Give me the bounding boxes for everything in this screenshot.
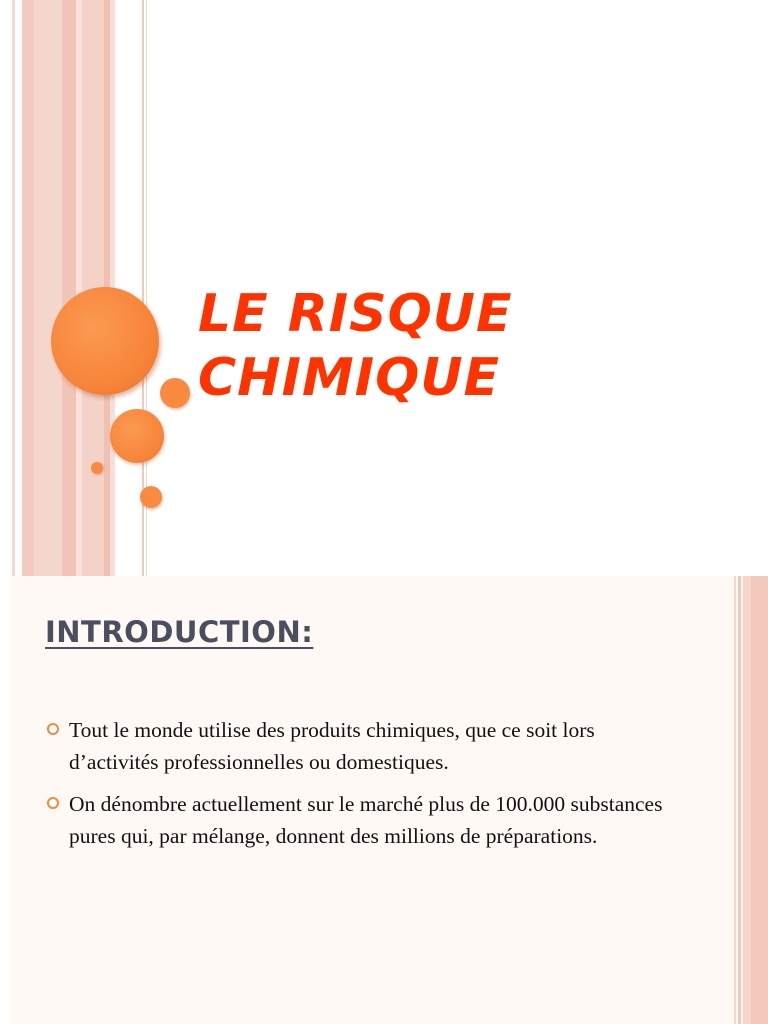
section-heading: INTRODUCTION: (45, 615, 314, 649)
bullet-text: On dénombre actuellement sur le marché plus de 100.000 substances pures qui, par mélange, donnent des millions de préparations. (69, 792, 663, 848)
decorative-circle-medium (110, 409, 164, 463)
decorative-stripe (743, 576, 751, 1024)
introduction-slide (0, 576, 768, 1024)
decorative-circle-small (140, 486, 162, 508)
decorative-circle-large (51, 287, 159, 395)
bullet-text: Tout le monde utilise des produits chimiques, que ce soit lors d’activités professionnelles ou domestiques. (69, 718, 595, 774)
bullet-circle-icon (47, 797, 59, 809)
decorative-stripe (738, 576, 741, 1024)
decorative-circle-small (160, 378, 190, 408)
decorative-stripe (734, 576, 736, 1024)
decorative-stripe (34, 0, 62, 576)
title-line: CHIMIQUE (198, 348, 501, 408)
decorative-circle-tiny (91, 462, 103, 474)
decorative-stripe (62, 0, 76, 576)
list-item (47, 788, 687, 852)
title-line: LE RISQUE (198, 284, 513, 344)
list-item (47, 714, 687, 778)
bullet-list (47, 714, 687, 862)
decorative-stripe (22, 0, 34, 576)
decorative-stripe (751, 576, 768, 1024)
decorative-stripe (12, 0, 15, 576)
bullet-circle-icon (47, 723, 59, 735)
slide-title (198, 282, 718, 410)
decorative-stripe (0, 576, 10, 1024)
